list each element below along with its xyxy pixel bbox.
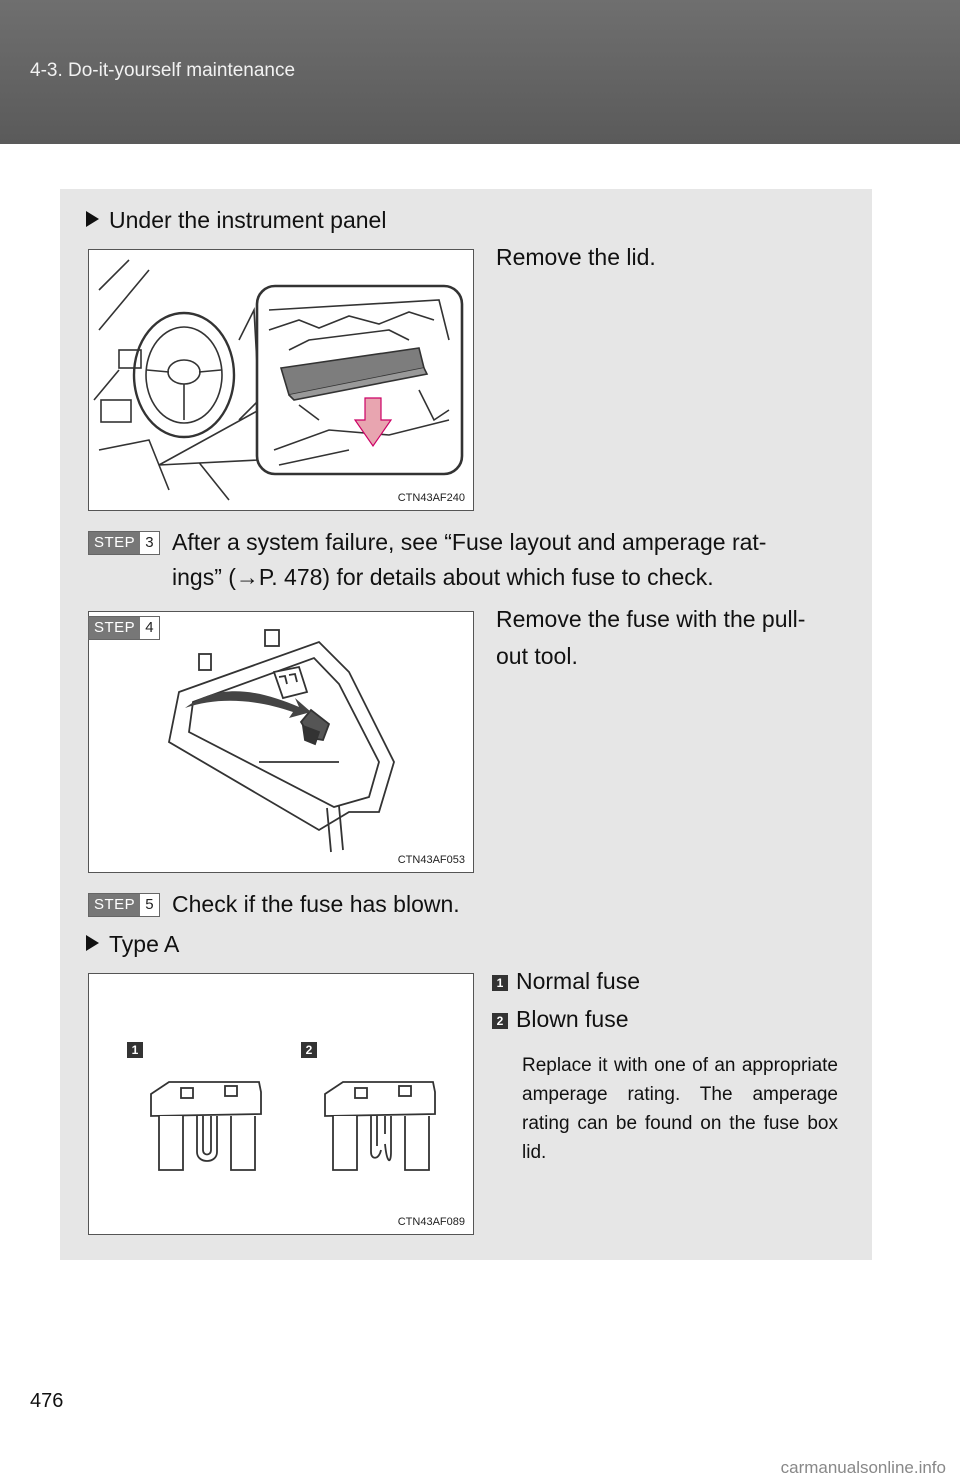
page-number: 476: [30, 1390, 64, 1412]
number-1-icon: 1: [492, 975, 508, 991]
fuse-box-illustration: [89, 612, 473, 872]
content-panel: [60, 189, 872, 1260]
heading-text: Type A: [109, 931, 180, 957]
bullet-heading-under-panel: [86, 207, 386, 234]
callout-2-icon: 2: [301, 1042, 317, 1058]
figure-code: CTN43AF240: [397, 492, 465, 504]
step-badge-3: STEP 3: [88, 531, 160, 555]
step5-text: Check if the fuse has blown.: [172, 891, 460, 917]
step-badge-5: STEP 5: [88, 893, 160, 917]
bullet-heading-type-a: [86, 931, 179, 958]
watermark: carmanualsonline.info: [780, 1458, 946, 1477]
callout-1-icon: 1: [127, 1042, 143, 1058]
step3-text-line1: After a system failure, see “Fuse layout and amperage rat-: [172, 529, 767, 555]
number-2-icon: 2: [492, 1013, 508, 1029]
step4-text-line1: Remove the fuse with the pull-: [496, 606, 806, 632]
step-badge-4: STEP 4: [88, 616, 160, 640]
legend-item-normal-fuse: 1 Normal fuse: [492, 963, 640, 1000]
triangle-bullet-icon: [86, 935, 99, 951]
figure-code: CTN43AF089: [397, 1216, 465, 1228]
dashboard-illustration: [89, 250, 473, 510]
figure-code: CTN43AF053: [397, 854, 465, 866]
page-header: [0, 0, 960, 144]
heading-text: Under the instrument panel: [109, 207, 387, 233]
triangle-bullet-icon: [86, 211, 99, 227]
figure-pull-out-tool: [88, 611, 474, 873]
figure-remove-lid: [88, 249, 474, 511]
fuse-illustration: [89, 974, 473, 1234]
section-title: 4-3. Do-it-yourself maintenance: [30, 60, 296, 81]
step3-text-line2: ings” (→P. 478) for details about which fuse to check.: [172, 564, 714, 590]
figure-fuse-types: [88, 973, 474, 1235]
legend-item-blown-fuse: 2 Blown fuse: [492, 1001, 629, 1038]
blown-fuse-note: Replace it with one of an appropriate amperage rating. The amperage rating can be found on the fuse box lid.: [522, 1055, 838, 1163]
instruction-remove-lid: Remove the lid.: [496, 244, 656, 270]
step4-text-line2: out tool.: [496, 643, 578, 669]
